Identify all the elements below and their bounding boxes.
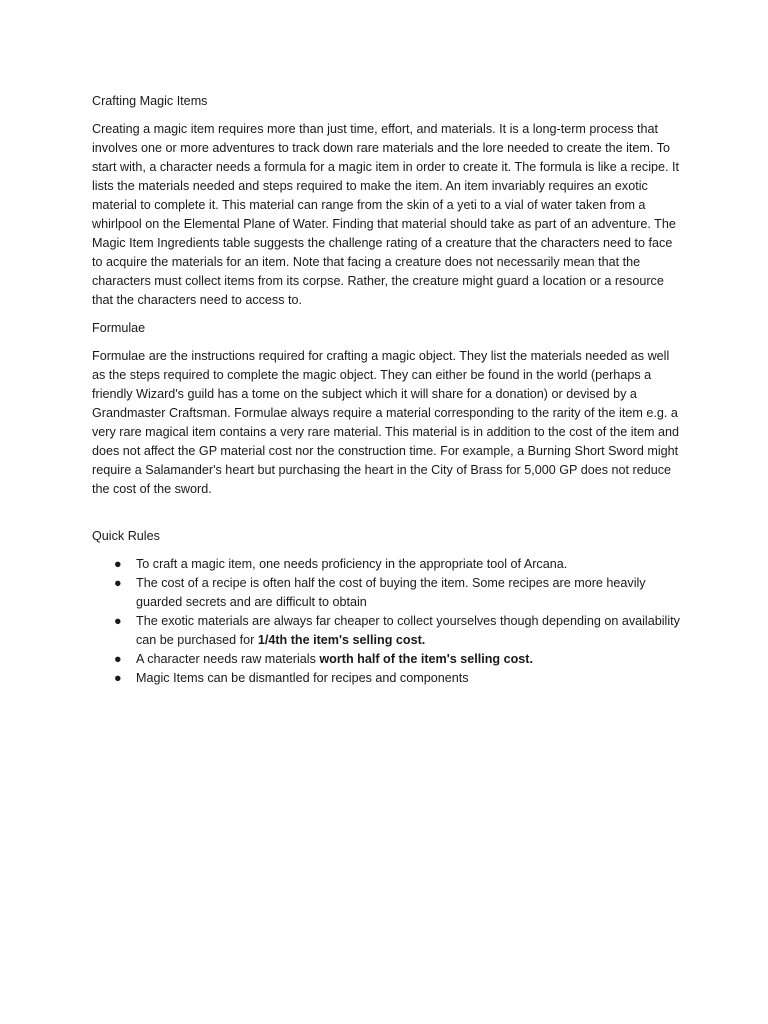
list-item-bold-text: worth half of the item's selling cost. bbox=[319, 652, 534, 666]
bullet-icon: ● bbox=[114, 671, 122, 685]
bullet-icon: ● bbox=[114, 557, 122, 571]
crafting-magic-items-heading: Crafting Magic Items bbox=[92, 94, 208, 108]
quick-rules-heading: Quick Rules bbox=[92, 529, 160, 543]
quick-rules-list bbox=[92, 555, 684, 688]
list-item-text: Magic Items can be dismantled for recipes and components bbox=[136, 671, 469, 685]
formulae-paragraph: Formulae are the instructions required for crafting a magic object. They list the materials needed as well as the steps required to complete the magic object. They can either be found in the world (perhaps a friendly Wizard's guild has a tome on the subject which it will share for a donation) or devised by a Grandmaster Craftsman. Formulae always require a material corresponding to the rarity of the item e.g. a very rare magical item contains a very rare material. This material is in addition to the cost of the item and does not affect the GP material cost nor the construction time. For example, a Burning Short Sword might require a Salamander's heart but purchasing the heart in the City of Brass for 5,000 GP does not reduce the cost of the sword. bbox=[92, 349, 680, 496]
crafting-magic-items-paragraph: Creating a magic item requires more than just time, effort, and materials. It is a long-term process that involves one or more adventures to track down rare materials and the lore needed to create the item. To start with, a character needs a formula for a magic item in order to create it. The formula is like a recipe. It lists the materials needed and steps required to make the item. An item invariably requires an exotic material to complete it. This material can range from the skin of a yeti to a vial of water taken from a whirlpool on the Elemental Plane of Water. Finding that material should take as part of an adventure. The Magic Item Ingredients table suggests the challenge rating of a creature that the characters need to face to acquire the materials for an item. Note that facing a creature does not necessarily mean that the characters must collect items from its corpse. Rather, the creature might guard a location or a resource that the characters need to access to. bbox=[92, 122, 680, 307]
document-page bbox=[92, 92, 684, 688]
bullet-icon: ● bbox=[114, 652, 122, 666]
list-item-text: A character needs raw materials bbox=[136, 652, 320, 666]
list-item bbox=[92, 574, 684, 612]
list-item bbox=[92, 612, 684, 650]
bullet-icon: ● bbox=[114, 614, 122, 628]
list-item-bold-text: 1/4th the item's selling cost. bbox=[257, 633, 426, 647]
list-item-text: To craft a magic item, one needs proficiency in the appropriate tool of Arcana. bbox=[136, 557, 568, 571]
formulae-heading: Formulae bbox=[92, 321, 146, 335]
bullet-icon: ● bbox=[114, 576, 122, 590]
blank-line bbox=[92, 508, 684, 527]
list-item bbox=[92, 669, 684, 688]
list-item-text: The cost of a recipe is often half the cost of buying the item. Some recipes are more heavily guarded secrets and are difficult to obtain bbox=[136, 576, 646, 609]
list-item-text: The exotic materials are always far cheaper to collect yourselves though depending on availability can be purchased for bbox=[136, 614, 680, 647]
list-item bbox=[92, 650, 684, 669]
list-item bbox=[92, 555, 684, 574]
